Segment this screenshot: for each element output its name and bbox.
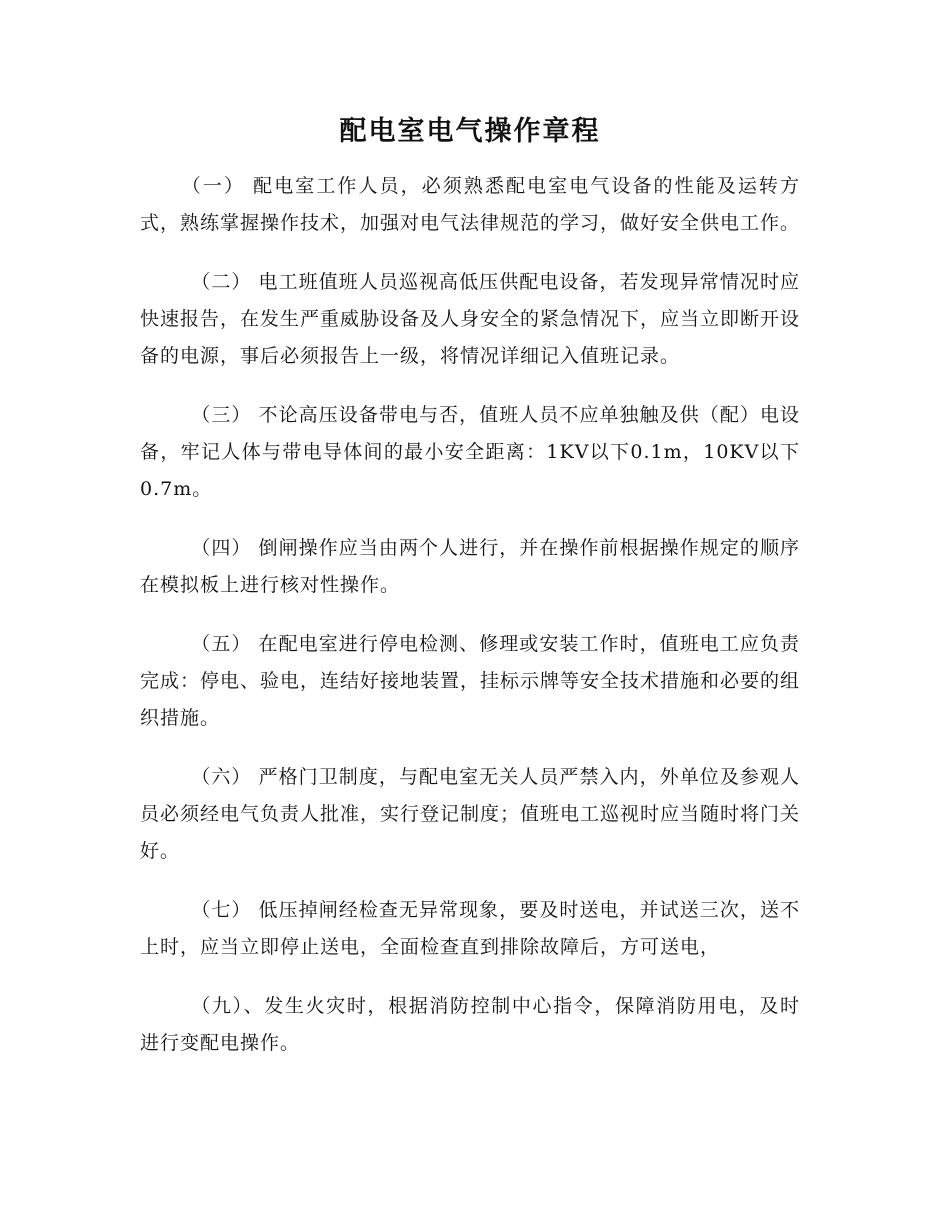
paragraph-5: （五） 在配电室进行停电检测、修理或安装工作时，值班电工应负责完成：停电、验电，连结好接地装置，挂标示牌等安全技术措施和必要的组织措施。 (140, 633, 801, 729)
paragraph-3: （三） 不论高压设备带电与否，值班人员不应单独触及供（配）电设备，牢记人体与带电导体间的最小安全距离：1KV以下0.1m，10KV以下0.7m。 (140, 404, 800, 500)
paragraph-6: （六） 严格门卫制度，与配电室无关人员严禁入内，外单位及参观人员必须经电气负责人批准，实行登记制度；值班电工巡视时应当随时将门关好。 (140, 766, 801, 862)
paragraph-2: （二） 电工班值班人员巡视高低压供配电设备，若发现异常情况时应快速报告，在发生严重威胁设备及人身安全的紧急情况下，应当立即断开设备的电源，事后必须报告上一级，将情况详细记入值班记录。 (140, 271, 801, 367)
paragraph-1: （一） 配电室工作人员，必须熟悉配电室电气设备的性能及运转方式，熟练掌握操作技术，加强对电气法律规范的学习，做好安全供电工作。 (140, 175, 801, 234)
document-title: 配电室电气操作章程 (339, 116, 601, 147)
document-page (140, 108, 800, 1084)
paragraph-4: （四） 倒闸操作应当由两个人进行，并在操作前根据操作规定的顺序在模拟板上进行核对性操作。 (140, 537, 800, 596)
paragraph-7: （七） 低压掉闸经检查无异常现象，要及时送电，并试送三次，送不上时，应当立即停止送电，全面检查直到排除故障后，方可送电， (140, 899, 800, 958)
paragraph-9: （九）、发生火灾时，根据消防控制中心指令，保障消防用电，及时进行变配电操作。 (140, 995, 800, 1054)
